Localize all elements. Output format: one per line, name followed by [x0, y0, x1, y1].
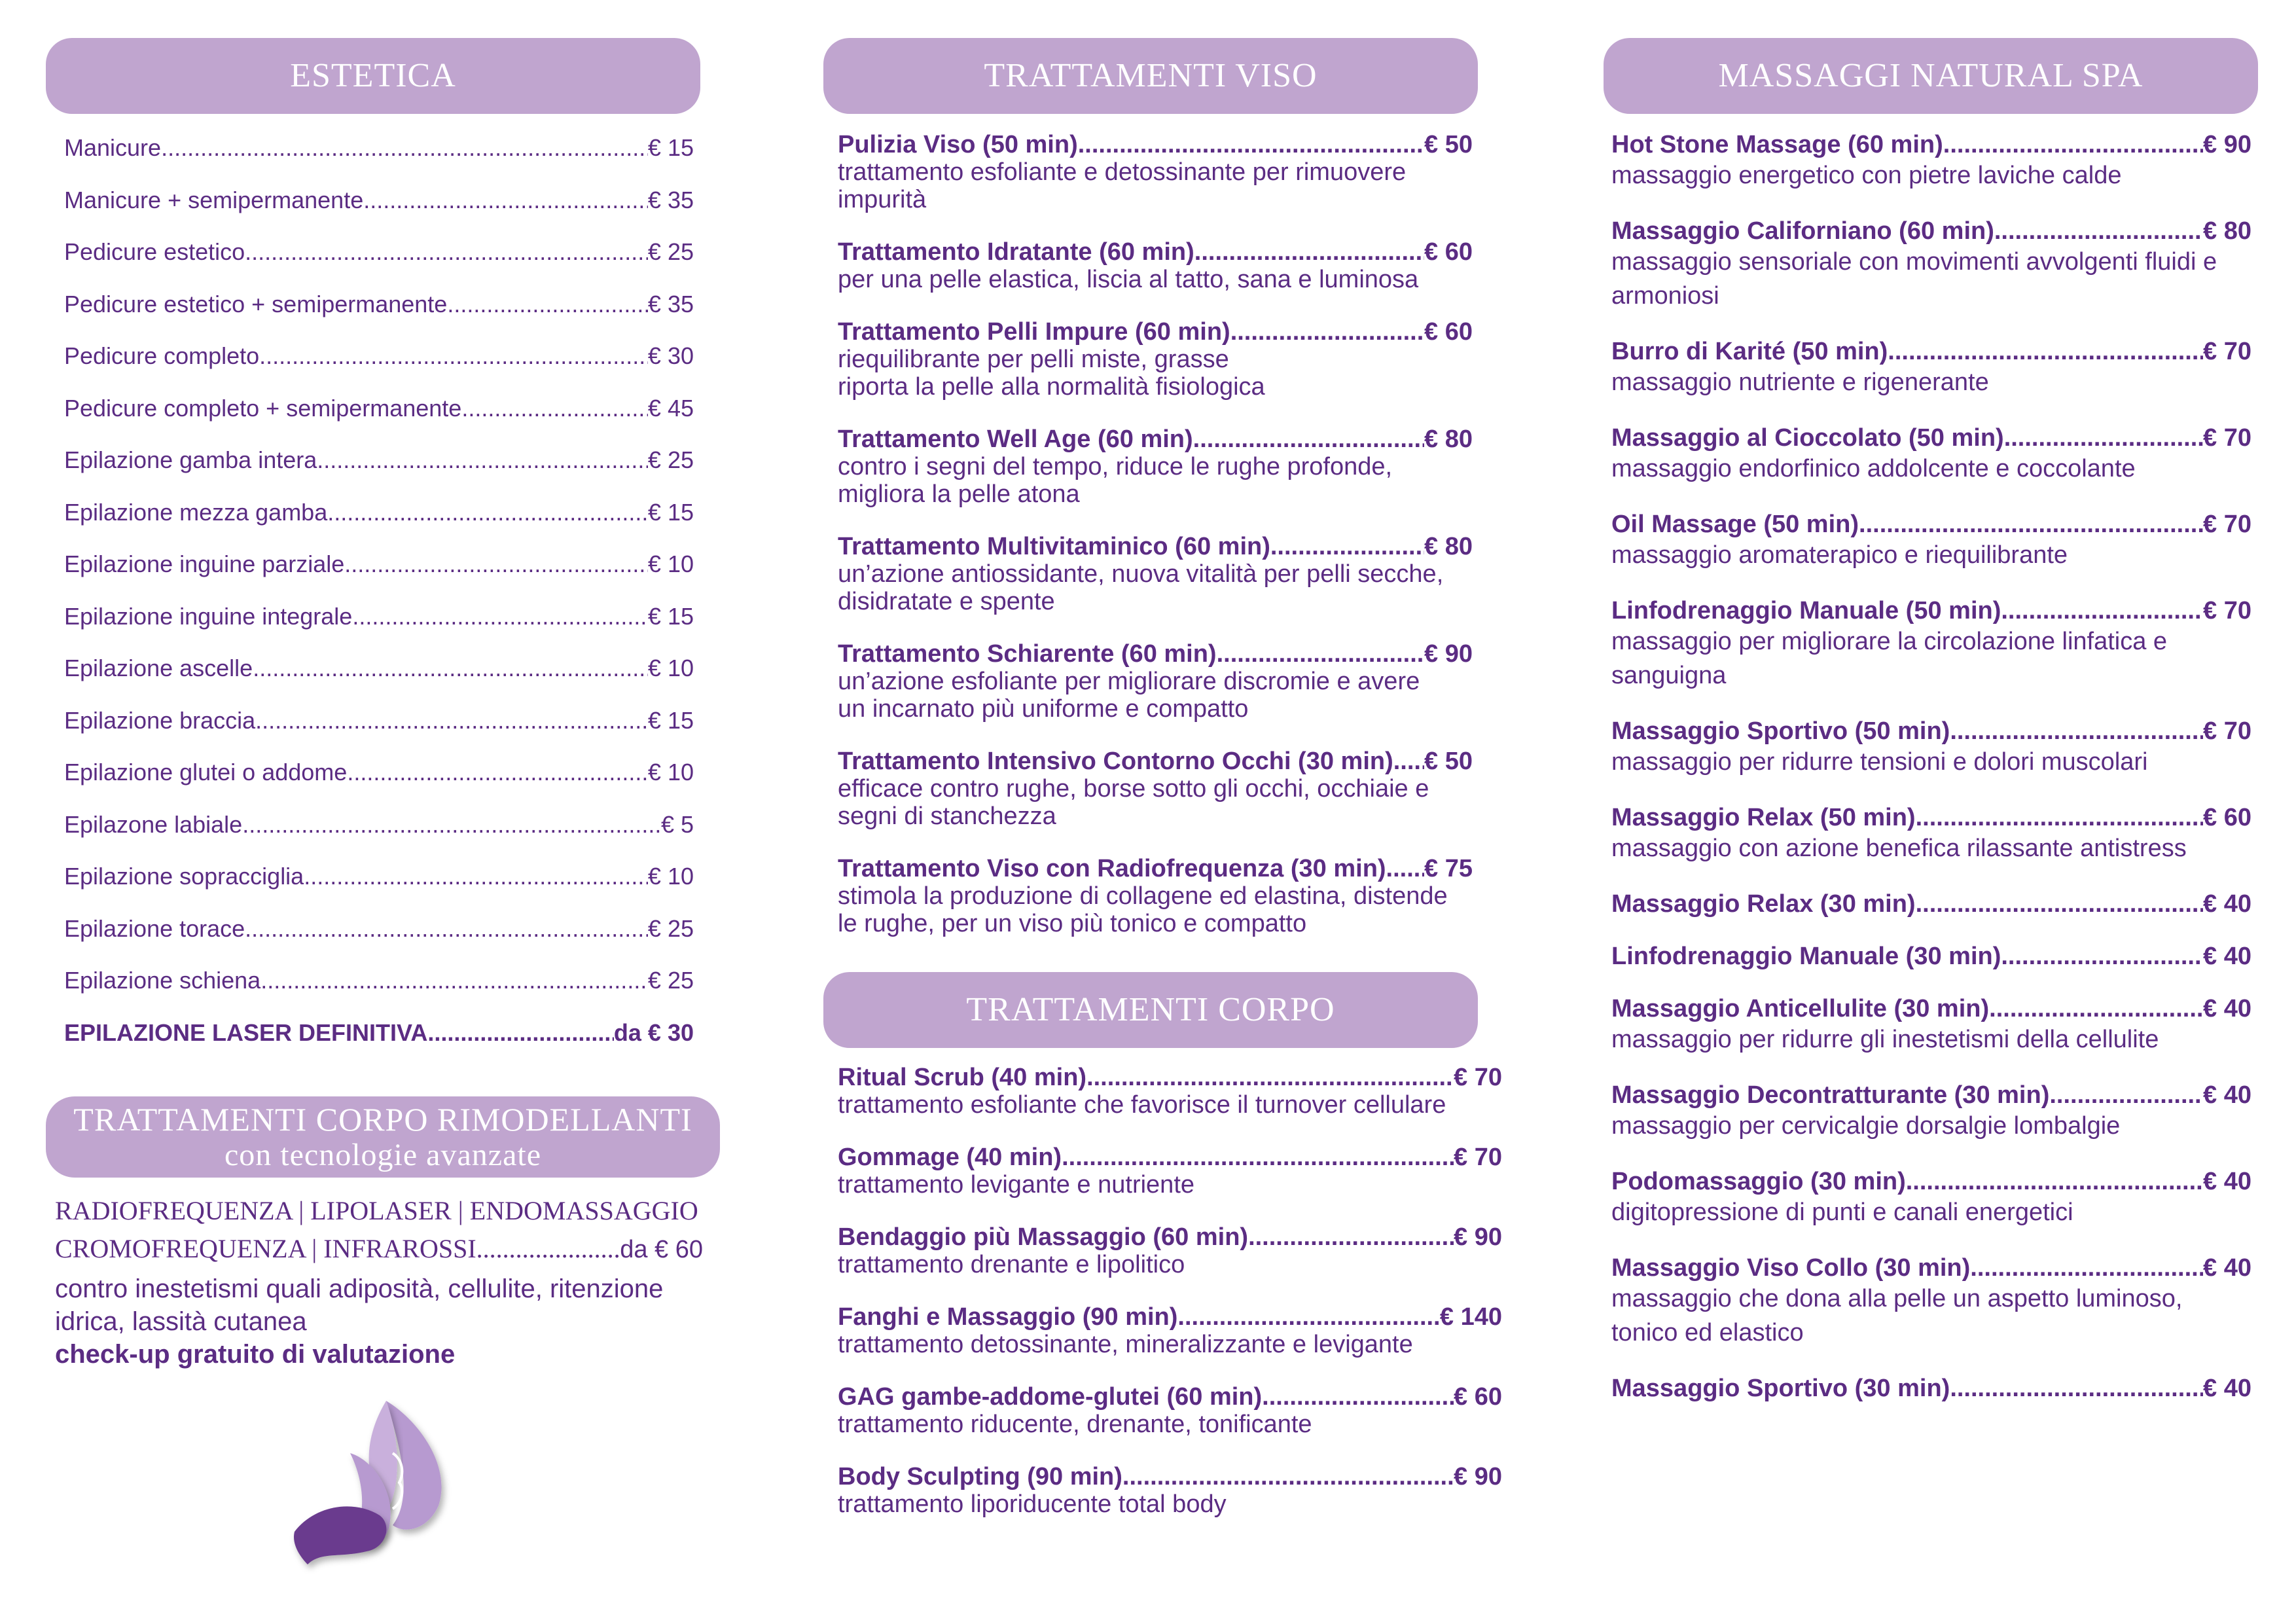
price-row	[64, 135, 694, 187]
treatment-description: stimola la produzione di collagene ed elastina, distende	[838, 882, 1448, 910]
treatment-name: Massaggio al Cioccolato (50 min)	[1611, 424, 2004, 452]
treatment-item	[838, 1463, 1502, 1518]
treatment-price: € 60	[1424, 318, 1473, 346]
viso-header	[823, 38, 1478, 114]
price-row	[64, 187, 694, 240]
price-row	[64, 239, 694, 291]
treatment-description: un incarnato più uniforme e compatto	[838, 695, 1249, 723]
service-price: € 25	[647, 914, 694, 942]
leader-dots	[245, 239, 648, 265]
price-row	[1611, 597, 2251, 624]
treatment-name: Podomassaggio (30 min)	[1611, 1168, 1906, 1195]
leader-dots	[259, 343, 648, 369]
viso-price-list	[823, 131, 1478, 937]
leader-dots	[260, 967, 648, 994]
treatment-description: trattamento liporiducente total body	[838, 1490, 1227, 1518]
treatment-name: Hot Stone Massage (60 min)	[1611, 131, 1943, 158]
leader-dots	[1950, 717, 2203, 745]
treatment-description: migliora la pelle atona	[838, 480, 1080, 508]
leader-dots	[1230, 318, 1424, 346]
treatment-description: trattamento esfoliante e detossinante per rimuovere	[838, 158, 1407, 186]
price-row	[64, 759, 694, 812]
treatment-price: € 60	[1454, 1383, 1502, 1411]
leader-dots	[245, 916, 648, 942]
treatment-name: Burro di Karité (50 min)	[1611, 338, 1888, 365]
price-row	[838, 131, 1473, 158]
treatment-description: trattamento levigante e nutriente	[838, 1171, 1195, 1199]
leader-dots	[363, 187, 648, 213]
price-row	[838, 1383, 1502, 1411]
price-row	[838, 1144, 1502, 1171]
leader-dots	[1393, 748, 1424, 775]
treatment-description: riporta la pelle alla normalità fisiologica	[838, 373, 1265, 401]
treatment-name: Massaggio Relax (50 min)	[1611, 804, 1916, 831]
price-row	[1611, 1375, 2251, 1402]
treatment-item	[838, 1223, 1502, 1278]
treatment-price: € 80	[1424, 533, 1473, 560]
leader-dots	[1194, 238, 1424, 266]
leader-dots	[1393, 855, 1424, 882]
service-name: Epilazione glutei o addome	[64, 759, 348, 785]
treatment-description: per una pelle elastica, liscia al tatto, sana e luminosa	[838, 266, 1419, 293]
spa-title: MASSAGGI NATURAL SPA	[1718, 57, 2144, 94]
service-price: € 10	[647, 759, 694, 785]
treatment-name: Massaggio Sportivo (30 min)	[1611, 1375, 1950, 1402]
treatment-price: € 70	[1454, 1144, 1502, 1171]
service-name: Epilazione mezza gamba	[64, 498, 328, 526]
price-row	[1611, 1254, 2251, 1282]
treatment-price: € 70	[1454, 1064, 1502, 1091]
treatment-price: € 90	[1454, 1223, 1502, 1251]
service-name: Epilazione inguine parziale	[64, 550, 345, 577]
viso-column	[823, 38, 1478, 962]
treatment-name: Trattamento Schiarente (60 min)	[838, 640, 1217, 668]
leader-dots	[344, 551, 648, 577]
service-price: € 25	[647, 446, 694, 473]
treatment-name: Trattamento Multivitaminico (60 min)	[838, 533, 1270, 560]
treatment-description: contro i segni del tempo, riduce le rughe profonde,	[838, 453, 1393, 480]
treatment-description: massaggio per ridurre tensioni e dolori muscolari	[1611, 748, 2148, 776]
treatment-description: massaggio con azione benefica rilassante antistress	[1611, 835, 2187, 862]
treatment-description: massaggio per cervicalgie dorsalgie lombalgie	[1611, 1112, 2121, 1140]
estetica-price-list	[46, 135, 700, 1072]
corpo-price-list	[823, 1064, 1502, 1518]
treatment-description: trattamento esfoliante che favorisce il turnover cellulare	[838, 1091, 1446, 1119]
treatment-item	[838, 1303, 1502, 1358]
price-row	[1611, 424, 2251, 452]
treatment-name: Ritual Scrub (40 min)	[838, 1064, 1087, 1091]
price-row	[64, 604, 694, 656]
service-name: Manicure + semipermanente	[64, 186, 364, 213]
treatment-description: armoniosi	[1611, 282, 1719, 310]
corpo-column	[823, 972, 1502, 1543]
treatment-price: € 70	[2203, 338, 2251, 365]
leader-dots	[1950, 1375, 2203, 1402]
treatment-name: Trattamento Well Age (60 min)	[838, 425, 1193, 453]
treatment-price: € 70	[2203, 717, 2251, 745]
rimodellanti-description: contro inestetismi quali adiposità, cellulite, ritenzione idrica, lassità cutanea	[55, 1274, 664, 1336]
service-name: Epilazione braccia	[64, 706, 256, 734]
price-row	[64, 967, 694, 1020]
leader-dots	[1916, 890, 2203, 918]
price-row	[64, 343, 694, 395]
treatment-description: sanguigna	[1611, 662, 1727, 689]
treatment-item	[838, 425, 1473, 508]
price-row	[64, 812, 694, 864]
leader-dots	[2001, 597, 2203, 624]
treatment-price: € 70	[2203, 511, 2251, 538]
service-name: Pedicure completo	[64, 342, 260, 369]
treatment-price: € 90	[1454, 1463, 1502, 1490]
treatment-description: massaggio che dona alla pelle un aspetto luminoso,	[1611, 1285, 2183, 1312]
treatment-price: € 40	[2203, 1168, 2251, 1195]
treatment-name: Massaggio Anticellulite (30 min)	[1611, 995, 1990, 1022]
leader-dots	[1062, 1144, 1454, 1171]
treatment-description: le rughe, per un viso più tonico e compatto	[838, 910, 1307, 937]
leader-dots	[1970, 1254, 2203, 1282]
treatment-name: Trattamento Intensivo Contorno Occhi (30 min)	[838, 748, 1393, 775]
treatment-item	[1611, 890, 2251, 918]
treatment-name: Massaggio Decontratturante (30 min)	[1611, 1081, 2050, 1109]
price-row	[1611, 890, 2251, 918]
treatment-name: Bendaggio più Massaggio (60 min)	[838, 1223, 1249, 1251]
spa-column	[1604, 38, 2258, 1427]
treatment-item	[838, 640, 1473, 723]
service-name: Epilazione inguine integrale	[64, 602, 353, 630]
treatment-item	[1611, 804, 2251, 865]
treatment-price: € 40	[2203, 1375, 2251, 1402]
rimodellanti-body	[46, 1192, 720, 1371]
treatment-item	[1611, 1254, 2251, 1350]
leader-dots	[1177, 1303, 1439, 1331]
service-name: Epilazione schiena	[64, 967, 261, 994]
treatment-price: € 40	[2203, 943, 2251, 970]
leader-dots	[427, 1020, 614, 1046]
treatment-item	[838, 318, 1473, 401]
treatment-description: efficace contro rughe, borse sotto gli occhi, occhiaie e	[838, 775, 1429, 803]
treatment-price: € 60	[1424, 238, 1473, 266]
leader-dots	[2049, 1081, 2203, 1109]
spa-header	[1604, 38, 2258, 114]
price-row	[838, 238, 1473, 266]
price-row	[838, 748, 1473, 775]
treatment-price: € 40	[2203, 1081, 2251, 1109]
rimodellanti-subtitle: con tecnologie avanzate	[224, 1138, 542, 1172]
service-price: da € 30	[613, 1019, 694, 1046]
rimodellanti-price: da € 60	[620, 1236, 703, 1263]
treatment-description: trattamento drenante e lipolitico	[838, 1251, 1185, 1278]
treatment-price: € 40	[2203, 890, 2251, 918]
treatment-item	[1611, 597, 2251, 693]
price-row	[64, 916, 694, 968]
treatment-item	[1611, 217, 2251, 313]
leader-dots	[327, 499, 648, 526]
leader-dots	[447, 291, 648, 317]
service-name: Epilazione torace	[64, 914, 245, 942]
treatment-description: un’azione antiossidante, nuova vitalità per pelli secche,	[838, 560, 1444, 588]
leader-dots	[161, 135, 648, 161]
leader-dots	[352, 604, 648, 630]
treatment-price: € 40	[2203, 1254, 2251, 1282]
treatment-name: Linfodrenaggio Manuale (30 min)	[1611, 943, 2001, 970]
price-row	[838, 318, 1473, 346]
treatment-item	[838, 1064, 1502, 1119]
treatment-name: Trattamento Pelli Impure (60 min)	[838, 318, 1230, 346]
leader-dots	[1122, 1463, 1454, 1490]
lotus-face-logo-icon	[288, 1394, 458, 1578]
service-price: € 45	[647, 394, 694, 422]
treatment-item	[1611, 424, 2251, 486]
spa-price-list	[1604, 131, 2258, 1402]
treatment-description: un’azione esfoliante per migliorare discromie e avere	[838, 668, 1420, 695]
leader-dots	[1217, 640, 1424, 668]
service-name: Epilazione sopracciglia	[64, 863, 304, 890]
leader-dots	[1859, 511, 2203, 538]
price-row	[838, 425, 1473, 453]
corpo-header	[823, 972, 1478, 1048]
service-name: EPILAZIONE LASER DEFINITIVA	[64, 1019, 428, 1046]
treatment-description: trattamento riducente, drenante, tonificante	[838, 1411, 1312, 1438]
price-row	[64, 655, 694, 708]
price-row	[838, 533, 1473, 560]
treatment-name: Massaggio Relax (30 min)	[1611, 890, 1916, 918]
price-row	[1611, 1168, 2251, 1195]
rimodellanti-section	[46, 1096, 720, 1371]
rimodellanti-line2: CROMOFREQUENZA | INFRAROSSI	[55, 1234, 476, 1263]
treatment-item	[1611, 717, 2251, 779]
service-name: Epilazione ascelle	[64, 655, 253, 681]
service-price: € 15	[647, 706, 694, 734]
price-row	[1611, 338, 2251, 365]
treatment-name: Oil Massage (50 min)	[1611, 511, 1859, 538]
leader-dots	[1989, 995, 2203, 1022]
treatment-name: Body Sculpting (90 min)	[838, 1463, 1122, 1490]
leader-dots	[253, 655, 648, 681]
service-price: € 35	[647, 186, 694, 213]
price-row	[64, 447, 694, 499]
estetica-title: ESTETICA	[290, 57, 456, 94]
price-row	[838, 1064, 1502, 1091]
service-price: € 10	[647, 863, 694, 890]
treatment-description: segni di stanchezza	[838, 803, 1056, 830]
treatment-item	[1611, 131, 2251, 192]
treatment-item	[1611, 943, 2251, 970]
service-price: € 10	[647, 550, 694, 577]
leader-dots	[1916, 804, 2203, 831]
treatment-description: massaggio per migliorare la circolazione linfatica e	[1611, 628, 2168, 655]
leader-dots	[2004, 424, 2203, 452]
leader-dots	[317, 447, 648, 473]
rimodellanti-price-row	[55, 1230, 703, 1269]
price-row	[64, 395, 694, 448]
treatment-price: € 80	[1424, 425, 1473, 453]
treatment-price: € 60	[2203, 804, 2251, 831]
estetica-column	[46, 38, 700, 1072]
rimodellanti-title: TRATTAMENTI CORPO RIMODELLANTI	[73, 1101, 692, 1138]
treatment-description: disidratate e spente	[838, 588, 1055, 615]
treatment-price: € 75	[1424, 855, 1473, 882]
treatment-price: € 50	[1424, 131, 1473, 158]
price-row	[64, 499, 694, 552]
price-row	[1611, 995, 2251, 1022]
price-row	[64, 1020, 694, 1072]
price-row	[838, 640, 1473, 668]
price-row	[64, 863, 694, 916]
treatment-name: Gommage (40 min)	[838, 1144, 1062, 1171]
rimodellanti-header	[46, 1096, 720, 1178]
treatment-item	[1611, 1375, 2251, 1402]
price-row	[838, 1463, 1502, 1490]
leader-dots	[1078, 131, 1424, 158]
treatment-name: Massaggio Viso Collo (30 min)	[1611, 1254, 1971, 1282]
price-row	[1611, 804, 2251, 831]
service-price: € 25	[647, 967, 694, 994]
price-row	[838, 1303, 1502, 1331]
leader-dots	[242, 812, 661, 838]
treatment-item	[1611, 338, 2251, 399]
service-price: € 5	[660, 810, 694, 838]
leader-dots	[1943, 131, 2203, 158]
treatment-item	[838, 1144, 1502, 1199]
leader-dots	[1262, 1383, 1454, 1411]
leader-dots	[304, 863, 648, 890]
service-price: € 10	[647, 655, 694, 681]
service-name: Pedicure estetico + semipermanente	[64, 290, 448, 317]
service-price: € 25	[647, 238, 694, 265]
treatment-price: € 90	[1424, 640, 1473, 668]
treatment-item	[1611, 995, 2251, 1056]
leader-dots	[476, 1230, 620, 1268]
treatment-item	[1611, 511, 2251, 572]
price-row	[838, 1223, 1502, 1251]
treatment-item	[838, 238, 1473, 293]
leader-dots	[1193, 425, 1424, 453]
treatment-description: massaggio sensoriale con movimenti avvolgenti fluidi e	[1611, 248, 2217, 276]
treatment-price: € 50	[1424, 748, 1473, 775]
treatment-name: Linfodrenaggio Manuale (50 min)	[1611, 597, 2001, 624]
treatment-name: Pulizia Viso (50 min)	[838, 131, 1078, 158]
treatment-price: € 90	[2203, 131, 2251, 158]
service-name: Pedicure estetico	[64, 238, 245, 265]
treatment-price: € 40	[2203, 995, 2251, 1022]
rimodellanti-technologies: RADIOFREQUENZA | LIPOLASER | ENDOMASSAGGIO	[55, 1196, 698, 1225]
service-price: € 15	[647, 134, 694, 161]
viso-title: TRATTAMENTI VISO	[984, 57, 1318, 94]
treatment-price: € 80	[2203, 217, 2251, 245]
treatment-name: Trattamento Viso con Radiofrequenza (30 min).	[838, 855, 1393, 882]
treatment-item	[838, 533, 1473, 615]
treatment-description: massaggio aromaterapico e riequilibrante	[1611, 541, 2068, 569]
price-row	[64, 708, 694, 760]
treatment-description: massaggio energetico con pietre laviche calde	[1611, 162, 2122, 189]
price-row	[1611, 717, 2251, 745]
treatment-description: massaggio per ridurre gli inestetismi della cellulite	[1611, 1026, 2159, 1053]
leader-dots	[1906, 1168, 2203, 1195]
treatment-price: € 70	[2203, 424, 2251, 452]
treatment-description: tonico ed elastico	[1611, 1319, 1804, 1346]
leader-dots	[461, 395, 648, 422]
treatment-name: Trattamento Idratante (60 min)	[838, 238, 1194, 266]
price-row	[64, 551, 694, 604]
price-row	[1611, 131, 2251, 158]
price-row	[1611, 511, 2251, 538]
treatment-description: massaggio nutriente e rigenerante	[1611, 369, 1989, 396]
estetica-header	[46, 38, 700, 114]
leader-dots	[2001, 943, 2203, 970]
service-name: Pedicure completo + semipermanente	[64, 394, 462, 422]
service-name: Epilazone labiale	[64, 810, 243, 838]
treatment-description: riequilibrante per pelli miste, grasse	[838, 346, 1229, 373]
price-row	[1611, 1081, 2251, 1109]
leader-dots	[255, 708, 648, 734]
price-row	[64, 291, 694, 344]
treatment-description: impurità	[838, 186, 927, 213]
service-price: € 30	[647, 342, 694, 369]
treatment-name: GAG gambe-addome-glutei (60 min)	[838, 1383, 1263, 1411]
leader-dots	[347, 759, 648, 785]
corpo-title: TRATTAMENTI CORPO	[966, 991, 1335, 1028]
treatment-item	[838, 131, 1473, 213]
service-price: € 15	[647, 498, 694, 526]
treatment-name: Fanghi e Massaggio (90 min)	[838, 1303, 1178, 1331]
service-name: Manicure	[64, 134, 162, 161]
service-price: € 15	[647, 602, 694, 630]
treatment-description: digitopressione di punti e canali energetici	[1611, 1199, 2073, 1226]
price-row	[838, 855, 1473, 882]
treatment-name: Massaggio Californiano (60 min)	[1611, 217, 1994, 245]
treatment-item	[838, 855, 1473, 937]
service-price: € 35	[647, 290, 694, 317]
treatment-description: massaggio endorfinico addolcente e coccolante	[1611, 455, 2136, 482]
treatment-name: Massaggio Sportivo (50 min)	[1611, 717, 1950, 745]
leader-dots	[1248, 1223, 1454, 1251]
treatment-item	[838, 1383, 1502, 1438]
treatment-item	[838, 748, 1473, 830]
treatment-description: trattamento detossinante, mineralizzante e levigante	[838, 1331, 1413, 1358]
treatment-item	[1611, 1168, 2251, 1229]
leader-dots	[1270, 533, 1424, 560]
price-row	[1611, 943, 2251, 970]
checkup-note: check-up gratuito di valutazione	[55, 1340, 456, 1369]
service-name: Epilazione gamba intera	[64, 446, 317, 473]
leader-dots	[1086, 1064, 1454, 1091]
leader-dots	[1994, 217, 2203, 245]
leader-dots	[1888, 338, 2203, 365]
treatment-price: € 70	[2203, 597, 2251, 624]
treatment-price: € 140	[1439, 1303, 1502, 1331]
treatment-item	[1611, 1081, 2251, 1143]
price-row	[1611, 217, 2251, 245]
